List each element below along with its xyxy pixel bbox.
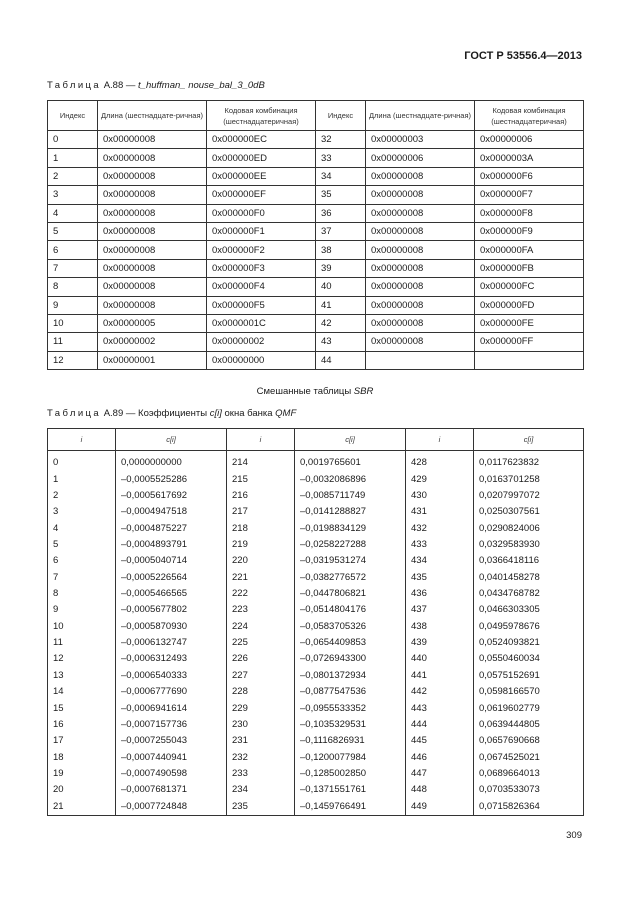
table-cell: 0,0703533073 — [474, 782, 584, 798]
column-header: i — [48, 429, 116, 451]
table-cell: 0x000000FA — [475, 241, 584, 259]
table-cell: 0x00000008 — [98, 167, 207, 185]
column-header: Кодовая комбинация (шестнадцатеричная) — [207, 101, 316, 131]
table-cell: 0x00000008 — [366, 259, 475, 277]
table-cell: 447 — [406, 766, 474, 782]
table-number: А.88 — [103, 80, 124, 91]
table-cell: 0x000000F3 — [207, 259, 316, 277]
table-cell: 0,0689664013 — [474, 766, 584, 782]
table-cell: –0,1459766491 — [295, 799, 406, 816]
table-row — [48, 537, 584, 553]
table-cell: 0x00000008 — [366, 296, 475, 314]
table-cell: 223 — [227, 602, 295, 618]
table-cell: 0,0434768782 — [474, 586, 584, 602]
table-cell — [475, 351, 584, 369]
table-cell: –0,0005617692 — [116, 488, 227, 504]
table-cell: 448 — [406, 782, 474, 798]
table-cell: 0x00000008 — [98, 278, 207, 296]
table-cell: 0x00000002 — [98, 333, 207, 351]
table-cell: –0,0877547536 — [295, 684, 406, 700]
table-cell: 234 — [227, 782, 295, 798]
table-cell: 15 — [48, 700, 116, 716]
table-cell: –0,0005677802 — [116, 602, 227, 618]
table-row — [48, 700, 584, 716]
table-cell: 224 — [227, 619, 295, 635]
table-a89-caption — [47, 408, 296, 419]
table-cell: 432 — [406, 520, 474, 536]
column-header: Длина (шестнадцате-ричная) — [366, 101, 475, 131]
table-row — [48, 619, 584, 635]
table-cell: 11 — [48, 635, 116, 651]
page-number: 309 — [566, 830, 582, 841]
table-cell: 1 — [48, 471, 116, 487]
table-row — [48, 149, 584, 167]
table-cell: 0,0000000000 — [116, 451, 227, 472]
table-cell: 217 — [227, 504, 295, 520]
table-cell: 0x000000FD — [475, 296, 584, 314]
table-cell: 12 — [48, 351, 98, 369]
table-cell: 0x00000008 — [366, 278, 475, 296]
section-title: Смешанные таблицы — [256, 386, 354, 397]
table-cell: 2 — [48, 167, 98, 185]
table-row — [48, 553, 584, 569]
column-header: c[i] — [295, 429, 406, 451]
table-cell: 8 — [48, 278, 98, 296]
table-cell: 44 — [316, 351, 366, 369]
table-cell: 38 — [316, 241, 366, 259]
table-cell: 0x00000008 — [366, 241, 475, 259]
qmf-coefficients-table — [47, 428, 584, 816]
table-row — [48, 586, 584, 602]
table-cell: –0,0141288827 — [295, 504, 406, 520]
table-cell: –0,0005870930 — [116, 619, 227, 635]
table-row — [48, 278, 584, 296]
table-cell: 11 — [48, 333, 98, 351]
table-cell: 0x0000003A — [475, 149, 584, 167]
table-cell: –0,0654409853 — [295, 635, 406, 651]
section-heading — [0, 386, 630, 397]
table-cell: 0,0575152691 — [474, 668, 584, 684]
table-row — [48, 602, 584, 618]
table-cell: 0x00000002 — [207, 333, 316, 351]
column-header: c[i] — [116, 429, 227, 451]
table-cell: 226 — [227, 651, 295, 667]
table-cell: –0,0007255043 — [116, 733, 227, 749]
table-cell: 0x00000008 — [98, 296, 207, 314]
table-row — [48, 749, 584, 765]
table-cell: –0,0006312493 — [116, 651, 227, 667]
table-cell: –0,0007724848 — [116, 799, 227, 816]
table-cell: 220 — [227, 553, 295, 569]
table-cell: –0,0726943300 — [295, 651, 406, 667]
table-cell: 0,0117623832 — [474, 451, 584, 472]
table-cell: –0,0004947518 — [116, 504, 227, 520]
table-cell: 440 — [406, 651, 474, 667]
table-cell: –0,1200077984 — [295, 749, 406, 765]
table-cell: –0,0007681371 — [116, 782, 227, 798]
qmf-header-row — [48, 429, 584, 451]
table-cell: –0,0006777690 — [116, 684, 227, 700]
table-row — [48, 259, 584, 277]
huffman-header-row — [48, 101, 584, 131]
table-cell: 0x000000F4 — [207, 278, 316, 296]
table-cell: 14 — [48, 684, 116, 700]
table-cell: –0,0005466565 — [116, 586, 227, 602]
table-cell: 214 — [227, 451, 295, 472]
table-cell: 221 — [227, 570, 295, 586]
table-cell: –0,0006941614 — [116, 700, 227, 716]
table-cell: 232 — [227, 749, 295, 765]
table-cell: 0,0250307561 — [474, 504, 584, 520]
table-cell: 33 — [316, 149, 366, 167]
table-cell: 13 — [48, 668, 116, 684]
table-cell: 8 — [48, 586, 116, 602]
column-header: Индекс — [48, 101, 98, 131]
table-cell: 438 — [406, 619, 474, 635]
table-cell: 5 — [48, 537, 116, 553]
table-cell: 21 — [48, 799, 116, 816]
table-cell: 0,0019765601 — [295, 451, 406, 472]
table-cell: 9 — [48, 602, 116, 618]
table-cell: 5 — [48, 222, 98, 240]
table-cell: 0x00000001 — [98, 351, 207, 369]
table-cell: 0x000000FB — [475, 259, 584, 277]
table-a88-caption — [47, 80, 265, 91]
table-cell: 34 — [316, 167, 366, 185]
table-cell: 441 — [406, 668, 474, 684]
table-cell: 9 — [48, 296, 98, 314]
table-cell: 230 — [227, 717, 295, 733]
table-cell: 444 — [406, 717, 474, 733]
table-cell: 39 — [316, 259, 366, 277]
table-cell: 0x000000EF — [207, 186, 316, 204]
table-cell: 0x00000006 — [475, 131, 584, 149]
table-cell: –0,1285002850 — [295, 766, 406, 782]
table-cell: –0,0583705326 — [295, 619, 406, 635]
table-row — [48, 204, 584, 222]
table-cell: 430 — [406, 488, 474, 504]
table-title: Коэффициенты — [138, 408, 210, 419]
table-row — [48, 717, 584, 733]
table-cell: –0,0007157736 — [116, 717, 227, 733]
qmf-body — [48, 451, 584, 816]
table-cell: 216 — [227, 488, 295, 504]
table-cell: 228 — [227, 684, 295, 700]
table-cell: 0,0401458278 — [474, 570, 584, 586]
table-cell: –0,0955533352 — [295, 700, 406, 716]
table-cell: 219 — [227, 537, 295, 553]
huffman-body — [48, 131, 584, 370]
table-cell: 0x000000F9 — [475, 222, 584, 240]
table-cell: 40 — [316, 278, 366, 296]
table-cell: 229 — [227, 700, 295, 716]
caption-dash: — — [123, 408, 139, 419]
table-cell: 0,0657690668 — [474, 733, 584, 749]
table-cell: 435 — [406, 570, 474, 586]
table-cell: 0x000000F6 — [475, 167, 584, 185]
table-cell: 37 — [316, 222, 366, 240]
table-cell: 3 — [48, 186, 98, 204]
table-cell: 433 — [406, 537, 474, 553]
table-cell: 233 — [227, 766, 295, 782]
table-cell: –0,0005226564 — [116, 570, 227, 586]
table-cell: 0x00000008 — [366, 333, 475, 351]
table-cell: 0,0207997072 — [474, 488, 584, 504]
table-cell: 12 — [48, 651, 116, 667]
table-cell: –0,0085711749 — [295, 488, 406, 504]
table-cell: 0,0639444805 — [474, 717, 584, 733]
table-number: А.89 — [103, 408, 124, 419]
table-row — [48, 131, 584, 149]
table-label: Таблица — [47, 408, 102, 419]
table-cell: 0x00000000 — [207, 351, 316, 369]
table-cell — [366, 351, 475, 369]
table-row — [48, 167, 584, 185]
table-cell: 4 — [48, 204, 98, 222]
document-code: ГОСТ Р 53556.4—2013 — [464, 50, 582, 62]
table-cell: –0,0007440941 — [116, 749, 227, 765]
table-cell: –0,0258227288 — [295, 537, 406, 553]
table-cell: 0,0598166570 — [474, 684, 584, 700]
table-cell: 0x0000001C — [207, 314, 316, 332]
table-cell: –0,0005525286 — [116, 471, 227, 487]
caption-dash: — — [123, 80, 139, 91]
table-cell: 439 — [406, 635, 474, 651]
table-cell: 0x00000003 — [366, 131, 475, 149]
table-cell: –0,0004893791 — [116, 537, 227, 553]
table-cell: 0,0495978676 — [474, 619, 584, 635]
table-cell: 449 — [406, 799, 474, 816]
table-cell: 0,0290824006 — [474, 520, 584, 536]
table-row — [48, 799, 584, 816]
table-cell: –0,0319531274 — [295, 553, 406, 569]
table-cell: –0,0006132747 — [116, 635, 227, 651]
table-cell: 0x00000008 — [98, 241, 207, 259]
section-title-abbrev: SBR — [353, 386, 374, 397]
table-cell: 0x000000EE — [207, 167, 316, 185]
table-cell: –0,0032086896 — [295, 471, 406, 487]
table-row — [48, 451, 584, 472]
table-cell: –0,1116826931 — [295, 733, 406, 749]
table-cell: 7 — [48, 259, 98, 277]
table-cell: –0,0004875227 — [116, 520, 227, 536]
table-cell: 3 — [48, 504, 116, 520]
table-cell: 0 — [48, 131, 98, 149]
table-cell: 35 — [316, 186, 366, 204]
table-cell: –0,1371551761 — [295, 782, 406, 798]
table-title: t_huffman_ nouse_bal_3_0dB — [138, 80, 265, 91]
table-cell: 0x00000008 — [98, 222, 207, 240]
table-cell: 0,0550460034 — [474, 651, 584, 667]
table-cell: 434 — [406, 553, 474, 569]
table-row — [48, 782, 584, 798]
table-row — [48, 241, 584, 259]
table-cell: 436 — [406, 586, 474, 602]
table-row — [48, 504, 584, 520]
table-cell: 6 — [48, 553, 116, 569]
table-row — [48, 351, 584, 369]
table-cell: 446 — [406, 749, 474, 765]
table-cell: 0,0466303305 — [474, 602, 584, 618]
table-cell: –0,0007490598 — [116, 766, 227, 782]
table-row — [48, 635, 584, 651]
table-cell: 0x00000008 — [98, 186, 207, 204]
table-cell: 10 — [48, 619, 116, 635]
table-cell: 0,0674525021 — [474, 749, 584, 765]
table-cell: 0x00000005 — [98, 314, 207, 332]
table-row — [48, 488, 584, 504]
table-cell: 10 — [48, 314, 98, 332]
table-cell: 0x000000F0 — [207, 204, 316, 222]
table-cell: 0x00000008 — [98, 259, 207, 277]
table-cell: 16 — [48, 717, 116, 733]
table-cell: 0x000000F8 — [475, 204, 584, 222]
table-cell: 18 — [48, 749, 116, 765]
table-cell: 0x000000FF — [475, 333, 584, 351]
table-cell: –0,0006540333 — [116, 668, 227, 684]
table-cell: 42 — [316, 314, 366, 332]
table-cell: 0,0366418116 — [474, 553, 584, 569]
table-row — [48, 520, 584, 536]
column-header: i — [406, 429, 474, 451]
table-row — [48, 766, 584, 782]
table-cell: 0x00000008 — [366, 186, 475, 204]
table-row — [48, 651, 584, 667]
column-header: Индекс — [316, 101, 366, 131]
table-row — [48, 684, 584, 700]
table-cell: 235 — [227, 799, 295, 816]
table-cell: 0x000000F5 — [207, 296, 316, 314]
column-header: i — [227, 429, 295, 451]
table-cell: 4 — [48, 520, 116, 536]
table-cell: 32 — [316, 131, 366, 149]
table-cell: 7 — [48, 570, 116, 586]
table-cell: 0x000000FC — [475, 278, 584, 296]
table-cell: 218 — [227, 520, 295, 536]
table-cell: 227 — [227, 668, 295, 684]
table-cell: 0x00000008 — [366, 204, 475, 222]
table-cell: –0,0382776572 — [295, 570, 406, 586]
table-row — [48, 471, 584, 487]
table-cell: 443 — [406, 700, 474, 716]
table-cell: 225 — [227, 635, 295, 651]
table-cell: –0,1035329531 — [295, 717, 406, 733]
table-row — [48, 222, 584, 240]
table-cell: 0,0524093821 — [474, 635, 584, 651]
table-cell: 0x00000008 — [98, 131, 207, 149]
table-cell: 0,0619602779 — [474, 700, 584, 716]
table-cell: 442 — [406, 684, 474, 700]
table-cell: 0,0163701258 — [474, 471, 584, 487]
table-row — [48, 314, 584, 332]
table-title-symbol: c[i] — [209, 408, 222, 419]
table-cell: 0x00000008 — [366, 314, 475, 332]
table-cell: 1 — [48, 149, 98, 167]
table-row — [48, 296, 584, 314]
table-cell: 0x00000008 — [98, 204, 207, 222]
table-cell: 41 — [316, 296, 366, 314]
table-cell: 0 — [48, 451, 116, 472]
table-label: Таблица — [47, 80, 102, 91]
table-cell: 222 — [227, 586, 295, 602]
table-cell: 445 — [406, 733, 474, 749]
table-cell: 231 — [227, 733, 295, 749]
table-title-abbrev: QMF — [275, 408, 297, 419]
table-row — [48, 733, 584, 749]
table-cell: 43 — [316, 333, 366, 351]
table-cell: 0x000000F1 — [207, 222, 316, 240]
huffman-table — [47, 100, 584, 370]
table-cell: 6 — [48, 241, 98, 259]
table-cell: 2 — [48, 488, 116, 504]
table-cell: 0x000000ED — [207, 149, 316, 167]
column-header: Кодовая комбинация (шестнадцатеричная) — [475, 101, 584, 131]
table-row — [48, 570, 584, 586]
table-cell: 19 — [48, 766, 116, 782]
table-cell: –0,0447806821 — [295, 586, 406, 602]
table-cell: 0x000000EC — [207, 131, 316, 149]
column-header: c[i] — [474, 429, 584, 451]
table-row — [48, 668, 584, 684]
column-header: Длина (шестнадцате-ричная) — [98, 101, 207, 131]
table-cell: 429 — [406, 471, 474, 487]
table-cell: 428 — [406, 451, 474, 472]
table-cell: 0x00000006 — [366, 149, 475, 167]
table-cell: 0x000000F7 — [475, 186, 584, 204]
table-cell: 0x00000008 — [366, 167, 475, 185]
table-row — [48, 333, 584, 351]
table-row — [48, 186, 584, 204]
table-cell: 215 — [227, 471, 295, 487]
table-cell: 20 — [48, 782, 116, 798]
table-cell: –0,0005040714 — [116, 553, 227, 569]
table-cell: –0,0198834129 — [295, 520, 406, 536]
table-cell: 0x00000008 — [366, 222, 475, 240]
table-cell: –0,0514804176 — [295, 602, 406, 618]
table-cell: 36 — [316, 204, 366, 222]
table-cell: –0,0801372934 — [295, 668, 406, 684]
table-cell: 431 — [406, 504, 474, 520]
table-title-mid: окна банка — [221, 408, 276, 419]
table-cell: 17 — [48, 733, 116, 749]
table-cell: 0,0329583930 — [474, 537, 584, 553]
table-cell: 0,0715826364 — [474, 799, 584, 816]
table-cell: 0x000000FE — [475, 314, 584, 332]
table-cell: 437 — [406, 602, 474, 618]
table-cell: 0x000000F2 — [207, 241, 316, 259]
table-cell: 0x00000008 — [98, 149, 207, 167]
